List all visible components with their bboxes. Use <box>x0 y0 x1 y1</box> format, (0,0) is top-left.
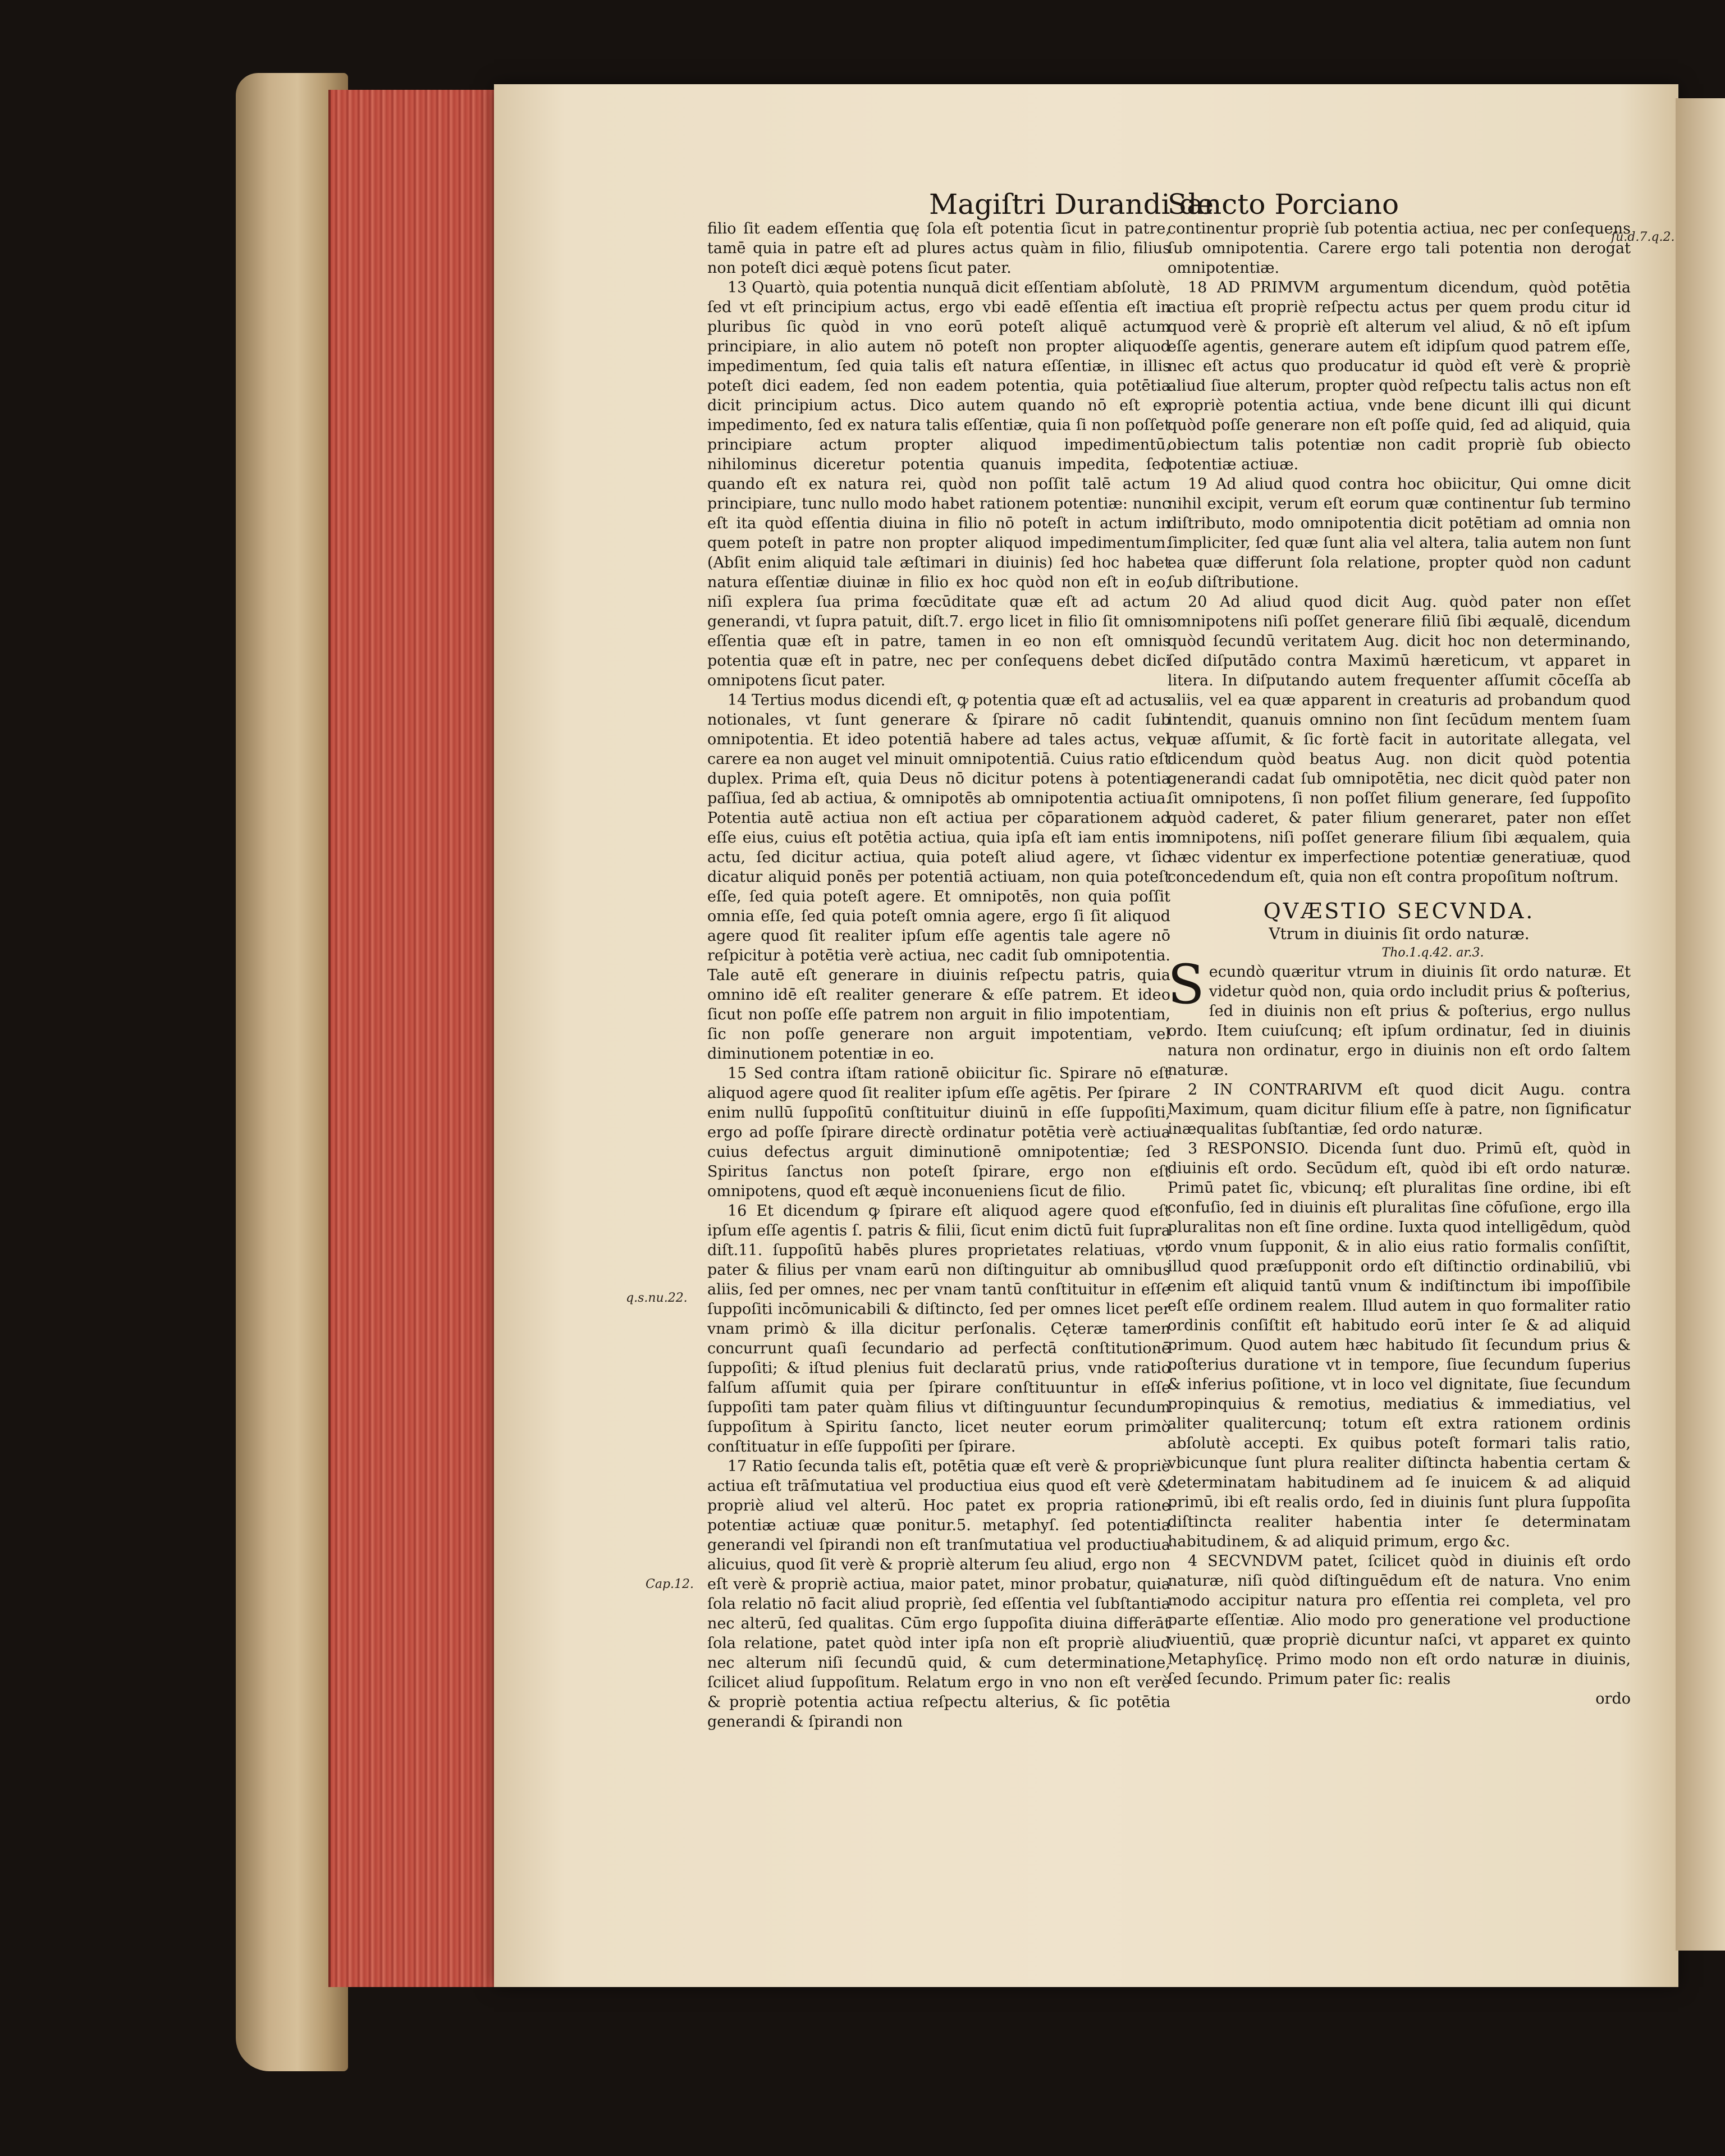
facing-page-edge <box>1676 98 1725 1951</box>
question-title: QVÆSTIO SECVNDA. <box>1263 899 1535 923</box>
paragraph: 3 RESPONSIO. Dicenda ſunt duo. Primū eſt, quòd in diuinis eſt ordo. Secūdum eſt, quòd ibi eſt ordo naturæ. Primū patet ſic, vbicunq; eſt pluralitas ſine ordine, ibi eſt confuſio, ſed in diuinis eſt pluralitas ſine cōfuſione, ergo illa pluralitas non eſt ſine ordine. Iuxta quod intelligēdum, quòd ordo vnum ſupponit, & in alio eius ratio formalis conſiſtit, illud quod præſupponit ordo eſt diſtinctio ordinabiliū, vbi enim eſt aliquid tantū vnum & indiſtinctum ibi impoſſibile eſt eſſe ordinem realem. Illud autem in quo formaliter ratio ordinis conſiſtit eſt habitudo eorū inter ſe & ad aliquid primum. Quod autem hæc habitudo ſit ſecundum prius & poſterius duratione vt in tempore, ſiue ſecundum ſuperius & inferius poſitione, vt in loco vel dignitate, ſiue ſecundum propinquius & remotius, mediatius & immediatius, vel aliter qualitercunq; totum eſt extra rationem ordinis abſolutè accepti. Ex quibus poteſt formari talis ratio, vbicunque ſunt plura realiter diſtincta habentia certam & determinatam habitudinem ad ſe inuicem & ad aliquid primū, ibi eſt realis ordo, ſed in diuinis ſunt plura ſuppoſita diſtincta realiter habentia inter ſe determinatam habitudinem, & ad aliquid primum, ergo &c. <box>1168 1140 1631 1550</box>
running-head-right: Sancto Porciano <box>1168 188 1399 221</box>
red-page-edges <box>328 90 510 1987</box>
paragraph: 18 AD PRIMVM argumentum dicendum, quòd potētia actiua eſt propriè reſpectu actus per quem produ citur id quod verè & propriè eſt alterum vel aliud, & nō eſt ipſum eſſe agentis, generare autem eſt idipſum quod patrem eſſe, nec eſt actus quo producatur id quòd eſt verè & propriè aliud ſiue alterum, propter quòd reſpectu talis actus non eſt propriè potentia actiua, vnde bene dicunt illi qui dicunt quòd poſſe generare non eſt poſſe quid, ſed ad aliquid, quia obiectum talis potentiæ non cadit propriè ſub obiecto potentiæ actiuæ. <box>1168 279 1631 473</box>
paragraph: 16 Et dicendum ꝙ ſpirare eſt aliquod agere quod eſt ipſum eſſe agentis ſ. patris & filii, ſicut enim dictū fuit ſupra diſt.11. ſuppoſitū habēs plures proprietates relatiuas, vt pater & filius per vnam earū non diſtinguitur ab omnibus aliis, ſed per omnes, nec per vnam tantū conſtituitur in eſſe ſuppoſiti incōmunicabili & diſtincto, ſed per omnes licet per vnam primò & illa dicitur perſonalis. Cęteræ tamen concurrunt quaſi ſecundario ad perfectā conſtitutionē ſuppoſiti; & iſtud plenius fuit declaratū prius, vnde ratio falſum aſſumit quia per ſpirare conſtituuntur in eſſe ſuppoſiti tam pater quàm filius vt diſtinguuntur ſecundum ſuppoſitum à Spiritu ſancto, licet neuter eorum primò conſtituatur in eſſe ſuppoſiti per ſpirare. <box>707 1202 1170 1455</box>
paragraph: 15 Sed contra iſtam rationē obiicitur ſic. Spirare nō eſt aliquod agere quod ſit realiter ipſum eſſe agētis. Per ſpirare enim nullū ſuppoſitū conſtituitur diuinū in eſſe ſuppoſiti, ergo ad poſſe ſpirare directè ordinatur potētia verè actiua cuius defectus arguit diminutionē omnipotentiæ; ſed Spiritus ſanctus non poteſt ſpirare, ergo non eſt omnipotens, quod eſt æquè inconueniens ſicut de filio. <box>707 1065 1170 1200</box>
drop-cap: S <box>1168 953 1205 1016</box>
question-subtitle: Vtrum in diuinis ſit ordo naturæ. <box>1269 924 1530 943</box>
margin-note-top: ſu.d.7.q.2. <box>1611 230 1675 244</box>
margin-note-ref: q.s.nu.22. <box>626 1291 688 1305</box>
left-text-column <box>707 219 1170 1732</box>
running-head-left: Magiſtri Durandi de <box>929 188 1214 221</box>
question-reference: Tho.1.q.42. ar.3. <box>1381 946 1484 960</box>
catchword: ordo <box>1595 1690 1631 1708</box>
paragraph: 17 Ratio ſecunda talis eſt, potētia quæ eſt verè & propriè actiua eſt trāſmutatiua vel productiua eius quod eſt verè & propriè aliud vel alterū. Hoc patet ex propria ratione potentiæ actiuæ quæ ponitur.5. metaphyſ. ſed potentia generandi vel ſpirandi non eſt tranſmutatiua vel productiua alicuius, quod ſit verè & propriè alterum ſeu aliud, ergo non eſt verè & propriè actiua, maior patet, minor probatur, quia ſola relatio nō facit aliud propriè, ſed eſſentia vel ſubſtantia nec alterū, ſed qualitas. Cūm ergo ſuppoſita diuina differāt ſola relatione, patet quòd inter ipſa non eſt propriè aliud nec alterum niſi ſecundū quid, & cum determinatione, ſcilicet aliud ſuppoſitum. Relatum ergo in vno non eſt verè & propriè potentia actiua reſpectu alterius, & ſic potētia generandi & ſpirandi non <box>707 1458 1170 1731</box>
paragraph: 20 Ad aliud quod dicit Aug. quòd pater non eſſet omnipotens niſi poſſet generare filiū ſibi æqualē, dicendum quòd ſecundū veritatem Aug. dicit hoc non determinando, ſed diſputādo contra Maximū hæreticum, vt apparet in litera. In diſputando autem frequenter aſſumit cōceſſa ab aliis, vel ea quæ apparent in creaturis ad probandum quod intendit, quanuis omnino non ſint ſecūdum mentem ſuam quæ aſſumit, & ſic fortè facit in autoritate allegata, vel dicendum quòd beatus Aug. non dicit quòd potentia generandi cadat ſub omnipotētia, nec dicit quòd pater non ſit omnipotens, ſi non poſſet filium generare, ſed ſuppoſito quòd caderet, & pater filium generaret, pater non eſſet omnipotens, niſi poſſet generare filium ſibi æqualem, quia hæc videntur ex imperfectione potentiæ generatiuæ, quod concedendum eſt, quia non eſt contra propoſitum noſtrum. <box>1168 593 1631 886</box>
paragraph: 19 Ad aliud quod contra hoc obiicitur, Qui omne dicit nihil excipit, verum eſt eorum quæ continentur ſub termino diſtributo, modo omnipotentia dicit potētiam ad omnia non ſimpliciter, ſed quæ ſunt alia vel altera, talia autem non ſunt ea quæ differunt ſola relatione, propter quòd non cadunt ſub diſtributione. <box>1168 475 1631 591</box>
paragraph: 13 Quartò, quia potentia nunquā dicit eſſentiam abſolutè, ſed vt eſt principium actus, ergo vbi eadē eſſentia eſt in pluribus ſic quòd in vno eorū poteſt aliquē actum principiare, in alio autem nō poteſt non propter aliquod impedimentum, ſed quia talis eſt natura eſſentiæ, in illis poteſt dici eadem, ſed non eadem potentia, quia potētia dicit principium actus. Dico autem quando nō eſt ex impedimento, ſed ex natura talis eſſentiæ, quia ſi non poſſet principiare actum propter aliquod impedimentū, nihilominus diceretur potentia quanuis impedita, ſed quando eſt ex natura rei, quòd non poſſit talē actum principiare, tunc nullo modo habet rationem potentiæ: nunc eſt ita quòd eſſentia diuina in filio nō poteſt in actum in quem poteſt in patre non propter aliquod impedimentum. (Abſit enim aliquid tale æſtimari in diuinis) ſed hoc habet natura eſſentiæ diuinæ in filio ex hoc quòd non eſt in eo, niſi explera ſua prima fœcūditate quæ eſt ad actum generandi, vt ſupra patuit, diſt.7. ergo licet in filio ſit omnis eſſentia quæ eſt in patre, tamen in eo non eſt omnis potentia quæ eſt in patre, nec per conſequens debet dici omnipotens ſicut pater. <box>707 279 1170 689</box>
paragraph: 4 SECVNDVM patet, ſcilicet quòd in diuinis eſt ordo naturæ, niſi quòd diſtinguēdum eſt de natura. Vno enim modo accipitur natura pro eſſentia rei completa, vel pro parte eſſentiæ. Alio modo pro generatione vel productione viuentiū, quæ propriè dicuntur naſci, vt apparet ex quinto Metaphyſicę. Primo modo non eſt ordo naturæ in diuinis, ſed ſecundo. Primum pater ſic: realis <box>1168 1553 1631 1688</box>
right-text-column <box>1168 219 1631 1709</box>
paragraph: 2 IN CONTRARIVM eſt quod dicit Augu. contra Maximum, quam dicitur filium eſſe à patre, non ſignificatur inæqualitas ſubſtantiæ, ſed ordo naturæ. <box>1168 1081 1631 1138</box>
paragraph-text: ecundò quæritur vtrum in diuinis ſit ordo naturæ. Et videtur quòd non, quia ordo includit prius & poſterius, ſed in diuinis non eſt prius & poſterius, ergo nullus ordo. Item cuiuſcunq; eſt ipſum ordinatur, ſed in diuinis natura non ordinatur, ergo in diuinis non eſt ordo ſaltem naturæ. <box>1168 963 1631 1079</box>
paragraph: 14 Tertius modus dicendi eſt, ꝙ potentia quæ eſt ad actus notionales, vt ſunt generare & ſpirare nō cadit ſub omnipotentia. Et ideo potentiā habere ad tales actus, vel carere ea non auget vel minuit omnipotentiā. Cuius ratio eſt duplex. Prima eſt, quia Deus nō dicitur potens à potentia paſſiua, ſed ab actiua, & omnipotēs ab omnipotentia actiua. Potentia autē actiua non eſt actiua per cōparationem ad eſſe eius, cuius eſt potētia actiua, quia ipſa eſt iam entis in actu, ſed dicitur actiua, quia poteſt aliud agere, vt ſic dicatur aliquid ponēs per potentiā actiuam, non quia poteſt eſſe, ſed quia poteſt agere. Et omnipotēs, non quia poſſit omnia eſſe, ſed quia poteſt omnia agere, ergo ſi ſit aliquod agere quod ſit realiter ipſum eſſe agentis tale agere nō reſpicitur à potētia verè actiua, nec cadit ſub omnipotentia. Tale autē eſt generare in diuinis reſpectu patris, quia omnino idē eſt realiter generare & eſſe patrem. Et ideo ſicut non poſſe eſſe patrem non arguit in filio impotentiam, ſic non poſſe generare non arguit impotentiam, vel diminutionem potentiæ in eo. <box>707 692 1171 1063</box>
margin-note-cap: Cap.12. <box>646 1577 694 1591</box>
paragraph: filio ſit eadem eſſentia quę ſola eſt potentia ſicut in patre, tamē quia in patre eſt ad plures actus quàm in filio, filius non poteſt dici æquè potens ſicut pater. <box>707 220 1170 277</box>
paragraph: continentur propriè ſub potentia actiua, nec per conſequens ſub omnipotentia. Carere ergo tali potentia non derogat omnipotentiæ. <box>1168 220 1631 277</box>
